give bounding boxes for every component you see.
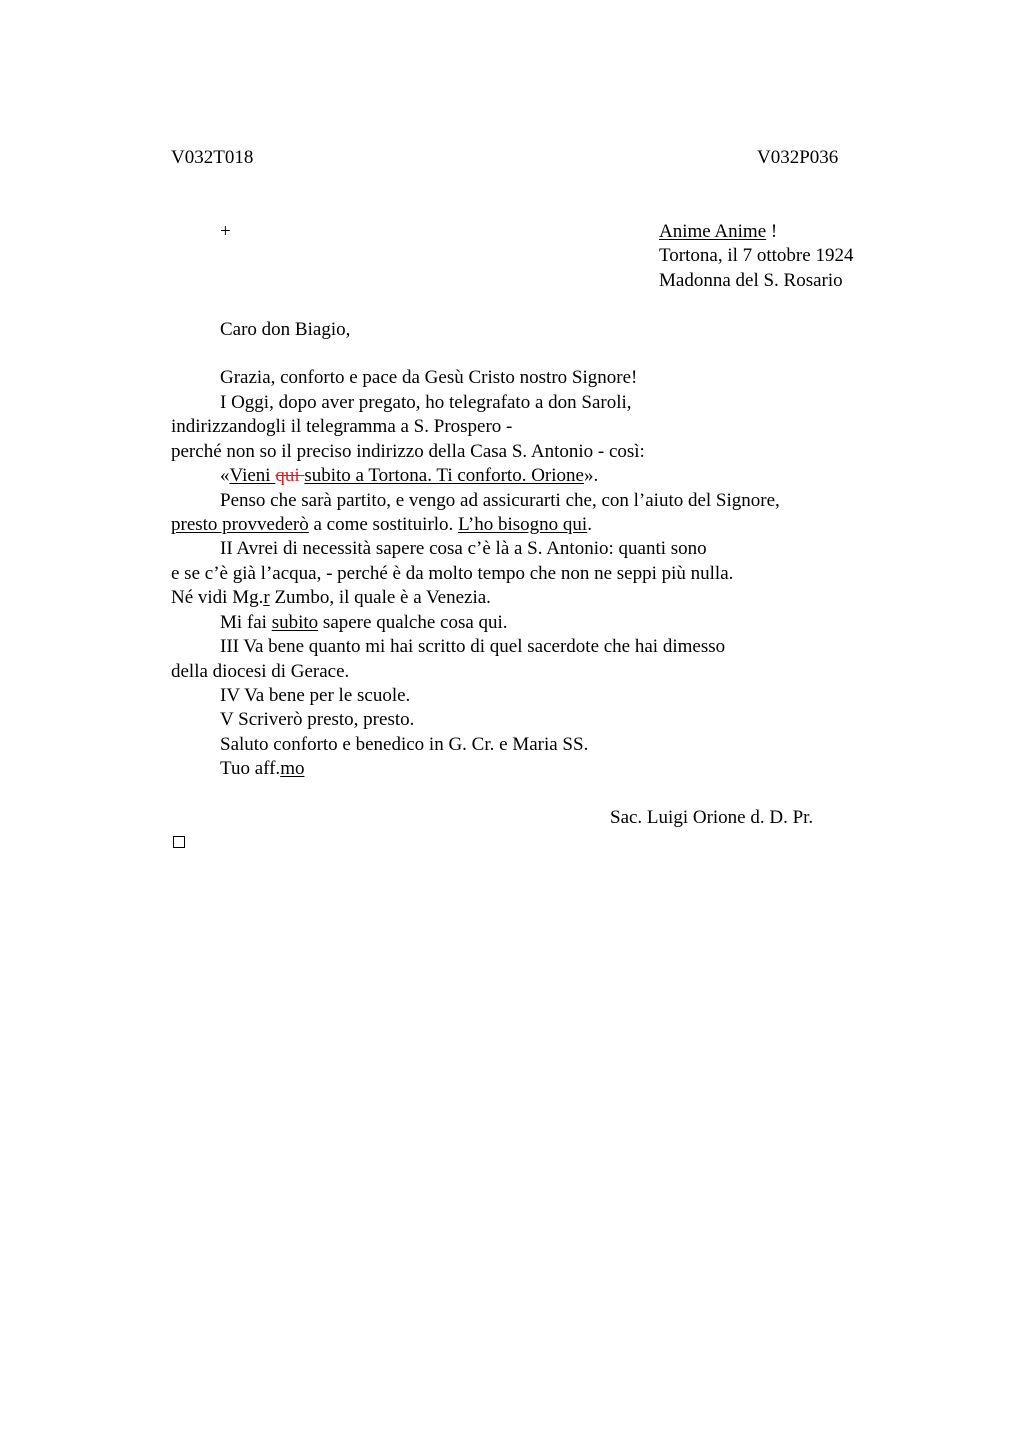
quote-open: « <box>220 465 230 486</box>
date-line: Tortona, il 7 ottobre 1924 <box>659 245 854 266</box>
body-line-1: Grazia, conforto e pace da Gesù Cristo nostro Signore! <box>220 367 638 388</box>
body-line-16: Saluto conforto e benedico in G. Cr. e Maria SS. <box>220 734 589 755</box>
body-line-3: indirizzandogli il telegramma a S. Prospero - <box>171 416 513 437</box>
feast-line: Madonna del S. Rosario <box>659 270 843 291</box>
document-code-left: V032T018 <box>171 147 254 168</box>
body-line-11 <box>220 611 508 635</box>
body-line-7-mid: a come sostituirlo. <box>308 514 459 535</box>
body-line-15: V Scriverò presto, presto. <box>220 709 415 730</box>
body-line-9: e se c’è già l’acqua, - perché è da molto tempo che non ne seppi più nulla. <box>171 563 734 584</box>
quote-close: ». <box>583 465 599 486</box>
body-line-8: II Avrei di necessità sapere cosa c’è là a S. Antonio: quanti sono <box>220 538 707 559</box>
underlined-phrase-2: L’ho bisogno qui <box>458 514 588 535</box>
document-code-right: V032P036 <box>757 147 839 168</box>
closing-line <box>220 757 304 781</box>
telegram-text-1: Vieni <box>229 465 276 486</box>
body-line-11-b: sapere qualche cosa qui. <box>318 612 508 633</box>
body-line-10-underlined: r <box>263 587 270 608</box>
body-line-4: perché non so il preciso indirizzo della Casa S. Antonio - così: <box>171 441 645 462</box>
body-line-10 <box>171 586 491 610</box>
body-line-11-underlined: subito <box>271 612 319 633</box>
body-line-2: I Oggi, dopo aver pregato, ho telegrafato a don Saroli, <box>220 392 632 413</box>
closing-underlined: mo <box>280 758 305 779</box>
motto <box>659 220 777 244</box>
cross-mark: + <box>220 221 231 242</box>
motto-suffix: ! <box>766 221 778 242</box>
body-line-12: III Va bene quanto mi hai scritto di quel sacerdote che hai dimesso <box>220 636 726 657</box>
body-line-10-a: Né vidi Mg. <box>171 587 264 608</box>
body-line-11-a: Mi fai <box>220 612 272 633</box>
signature: Sac. Luigi Orione d. D. Pr. <box>610 807 814 828</box>
body-line-14: IV Va bene per le scuole. <box>220 685 411 706</box>
body-line-7 <box>171 513 592 537</box>
telegram-text-2: subito a Tortona. Ti conforto. Orione <box>304 465 584 486</box>
motto-text: Anime Anime <box>659 221 767 242</box>
closing-text: Tuo aff. <box>220 758 281 779</box>
body-line-6: Penso che sarà partito, e vengo ad assicurarti che, con l’aiuto del Signore, <box>220 490 780 511</box>
body-line-5-telegram <box>220 464 598 488</box>
body-line-7-end: . <box>587 514 592 535</box>
body-line-13: della diocesi di Gerace. <box>171 661 350 682</box>
body-line-10-b: Zumbo, il quale è a Venezia. <box>269 587 491 608</box>
struck-word: qui <box>275 465 305 486</box>
end-square-icon <box>173 836 185 848</box>
salutation: Caro don Biagio, <box>220 319 351 340</box>
underlined-phrase-1: presto provvederò <box>171 514 309 535</box>
